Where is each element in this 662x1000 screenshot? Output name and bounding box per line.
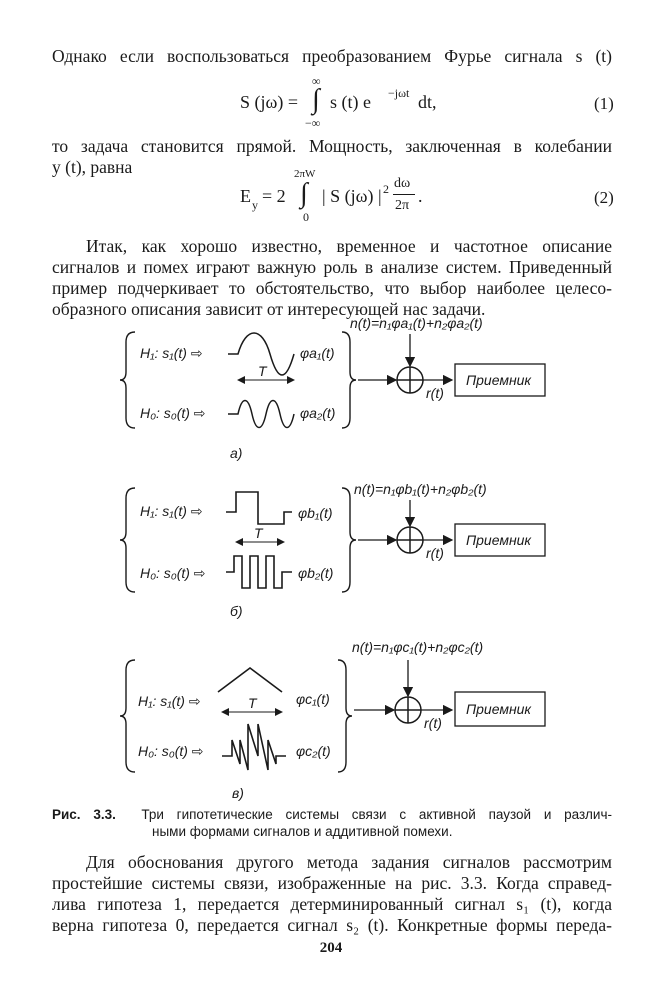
caption-label: Рис. 3.3. xyxy=(52,807,116,822)
eq1-lhs: S (jω) = xyxy=(240,92,298,112)
right-brace-c xyxy=(338,660,352,772)
right-brace-a xyxy=(342,332,356,428)
eq2-body: | S (jω) | xyxy=(322,186,382,206)
r-label-a: r(t) xyxy=(426,385,444,401)
phi2-label-c: φc₂(t) xyxy=(296,743,331,759)
subfigure-label-c: в) xyxy=(232,785,244,801)
phi1-label-a: φa₁(t) xyxy=(300,345,335,361)
eq2-lower-limit: 0 xyxy=(303,210,309,224)
left-brace-b xyxy=(120,488,135,592)
eq2-equals: = 2 xyxy=(262,186,286,206)
intro-line-1: Однако если воспользоваться преобразованием Фурье сигнала s (t) xyxy=(52,46,612,66)
signal-phi-c2 xyxy=(222,724,286,770)
noise-label-a: n(t)=n₁φa₁(t)+n₂φa₂(t) xyxy=(350,315,483,331)
paragraph-2 xyxy=(52,136,612,178)
phi2-label-a: φa₂(t) xyxy=(300,405,336,421)
page-number: 204 xyxy=(319,940,343,956)
subfigure-label-a: а) xyxy=(230,445,243,461)
para3-line-1: Итак, как хорошо известно, временное и частотное описание xyxy=(86,236,612,256)
para2-line-1: то задача становится прямой. Мощность, заключенная в колебании xyxy=(52,136,612,156)
eq1-body: s (t) e xyxy=(330,92,371,112)
eq1-integral: ∫ xyxy=(312,84,320,115)
para4-line-4: верна гипотеза 0, передается сигнал s₂ (t). Конкретные формы переда- xyxy=(52,915,612,935)
para3-line-4: образного описания зависит от интересующей нас задачи. xyxy=(52,299,486,319)
para2-line-2: y (t), равна xyxy=(52,157,133,177)
receiver-label-a: Приемник xyxy=(466,372,532,388)
eq2-upper-limit: 2πW xyxy=(294,168,316,180)
eq2-lhs-sub: y xyxy=(252,198,258,212)
eq2-frac-numerator: dω xyxy=(394,176,411,191)
r-label-c: r(t) xyxy=(424,715,442,731)
h1-label-c: H₁: s₁(t) ⇨ xyxy=(138,693,201,709)
left-brace-a xyxy=(120,332,135,428)
paragraph-3 xyxy=(52,236,612,320)
h0-label-c: H₀: s₀(t) ⇨ xyxy=(138,743,204,759)
caption-line-2: ными формами сигналов и аддитивной помехи. xyxy=(152,824,453,839)
eq2-integral: ∫ xyxy=(300,178,308,209)
eq2-number: (2) xyxy=(594,188,614,207)
r-label-b: r(t) xyxy=(426,545,444,561)
period-label-a: T xyxy=(258,363,267,379)
signal-phi-c1 xyxy=(218,668,282,692)
eq2-tail: . xyxy=(418,186,423,206)
eq1-lower-limit: −∞ xyxy=(305,116,321,130)
h1-label-a: H₁: s₁(t) ⇨ xyxy=(140,345,203,361)
figure-system-b xyxy=(0,478,662,628)
signal-phi-a2 xyxy=(228,401,294,428)
noise-label-b: n(t)=n₁φb₁(t)+n₂φb₂(t) xyxy=(354,481,487,497)
figure-caption xyxy=(52,806,612,840)
left-brace-c xyxy=(120,660,135,772)
period-label-b: T xyxy=(254,525,263,541)
para4-line-2: простейшие системы связи, изображенные на рис. 3.3. Когда справед- xyxy=(52,873,612,893)
figure-system-a xyxy=(0,310,662,470)
h1-label-b: H₁: s₁(t) ⇨ xyxy=(140,503,203,519)
caption-line-1: Три гипотетические системы связи с активной паузой и различ- xyxy=(141,807,612,822)
h0-label-b: H₀: s₀(t) ⇨ xyxy=(140,565,206,581)
eq1-upper-limit: ∞ xyxy=(312,74,321,88)
eq2-frac-bar xyxy=(393,194,415,195)
eq2-power: 2 xyxy=(383,182,389,196)
para4-line-3: лива гипотеза 1, передается детерминированный сигнал s₁ (t), когда xyxy=(52,894,612,914)
noise-label-c: n(t)=n₁φc₁(t)+n₂φc₂(t) xyxy=(352,639,484,655)
figure-system-c xyxy=(0,630,662,802)
subfigure-label-b: б) xyxy=(230,603,243,619)
paragraph-4 xyxy=(52,852,612,936)
para3-line-3: пример подчеркивает то обстоятельство, что выбор наиболее целесо- xyxy=(52,278,612,298)
period-label-c: T xyxy=(248,695,257,711)
phi1-label-b: φb₁(t) xyxy=(298,505,333,521)
para4-line-1: Для обоснования другого метода задания сигналов рассмотрим xyxy=(86,852,612,872)
receiver-label-b: Приемник xyxy=(466,532,532,548)
signal-phi-b1 xyxy=(226,492,292,524)
eq1-exponent: −jωt xyxy=(388,86,410,100)
eq1-tail: dt, xyxy=(418,92,437,112)
receiver-label-c: Приемник xyxy=(466,701,532,717)
signal-phi-b2 xyxy=(226,556,292,588)
h0-label-a: H₀: s₀(t) ⇨ xyxy=(140,405,206,421)
phi2-label-b: φb₂(t) xyxy=(298,565,334,581)
eq1-number: (1) xyxy=(594,94,614,113)
phi1-label-c: φc₁(t) xyxy=(296,691,330,707)
intro-paragraph xyxy=(52,46,612,67)
eq2-lhs: E xyxy=(240,186,251,206)
para3-line-2: сигналов и помех играют важную роль в анализе систем. Приведенный xyxy=(52,257,612,277)
right-brace-b xyxy=(342,488,356,592)
eq2-frac-denominator: 2π xyxy=(395,198,410,213)
